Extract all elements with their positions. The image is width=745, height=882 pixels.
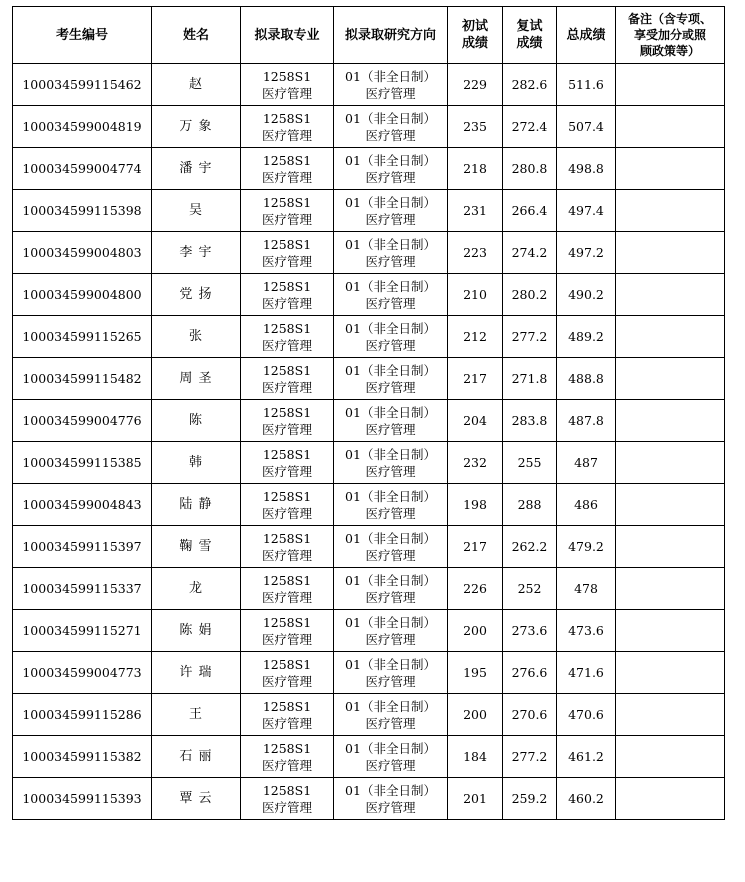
cell-major-code: 1258S1 <box>262 698 312 714</box>
table-row <box>13 442 725 484</box>
cell-candidate-id: 100034599115398 <box>13 190 152 232</box>
cell-note <box>616 610 725 652</box>
cell-prelim-score: 223 <box>448 232 503 274</box>
cell-note <box>616 736 725 778</box>
cell-direction-code: 01（非全日制） <box>345 110 436 126</box>
cell-major-code: 1258S1 <box>262 530 312 546</box>
cell-direction-name: 医疗管理 <box>365 589 416 605</box>
cell-major-code: 1258S1 <box>262 152 312 168</box>
cell-name: 覃 云 <box>152 778 241 820</box>
cell-retest-score: 276.6 <box>503 652 557 694</box>
cell-prelim-score: 229 <box>448 64 503 106</box>
cell-note <box>616 106 725 148</box>
cell-direction-code: 01（非全日制） <box>345 404 436 420</box>
cell-major-code: 1258S1 <box>262 404 312 420</box>
cell-retest-score: 270.6 <box>503 694 557 736</box>
cell-total-score: 473.6 <box>557 610 616 652</box>
cell-major-code: 1258S1 <box>262 614 312 630</box>
cell-direction-code: 01（非全日制） <box>345 614 436 630</box>
header-prelim-line1: 初试 <box>461 19 488 34</box>
cell-name: 赵 <box>152 64 241 106</box>
cell-direction-code: 01（非全日制） <box>345 278 436 294</box>
cell-direction-name: 医疗管理 <box>365 799 416 815</box>
cell-total-score: 497.4 <box>557 190 616 232</box>
cell-prelim-score: 200 <box>448 610 503 652</box>
cell-major <box>241 442 334 484</box>
cell-major <box>241 274 334 316</box>
cell-total-score: 489.2 <box>557 316 616 358</box>
cell-direction-name: 医疗管理 <box>365 463 416 479</box>
cell-note <box>616 190 725 232</box>
cell-retest-score: 252 <box>503 568 557 610</box>
cell-prelim-score: 195 <box>448 652 503 694</box>
cell-direction-code: 01（非全日制） <box>345 740 436 756</box>
cell-direction <box>334 316 448 358</box>
cell-name: 龙 <box>152 568 241 610</box>
table-row <box>13 652 725 694</box>
cell-direction-name: 医疗管理 <box>365 211 416 227</box>
cell-direction-name: 医疗管理 <box>365 421 416 437</box>
cell-direction-code: 01（非全日制） <box>345 446 436 462</box>
cell-major-code: 1258S1 <box>262 656 312 672</box>
cell-prelim-score: 217 <box>448 526 503 568</box>
cell-note <box>616 568 725 610</box>
header-prelim-line2: 成绩 <box>461 36 488 51</box>
cell-name: 潘 宇 <box>152 148 241 190</box>
header-note <box>616 7 725 64</box>
table-row <box>13 610 725 652</box>
cell-direction <box>334 652 448 694</box>
cell-candidate-id: 100034599115393 <box>13 778 152 820</box>
cell-direction-name: 医疗管理 <box>365 715 416 731</box>
cell-direction <box>334 610 448 652</box>
cell-major-name: 医疗管理 <box>261 421 312 437</box>
cell-total-score: 487 <box>557 442 616 484</box>
table-row <box>13 232 725 274</box>
cell-total-score: 497.2 <box>557 232 616 274</box>
cell-name: 鞠 雪 <box>152 526 241 568</box>
cell-direction-name: 医疗管理 <box>365 85 416 101</box>
cell-prelim-score: 198 <box>448 484 503 526</box>
cell-retest-score: 271.8 <box>503 358 557 400</box>
table-row <box>13 148 725 190</box>
cell-major-code: 1258S1 <box>262 446 312 462</box>
cell-note <box>616 526 725 568</box>
cell-major-code: 1258S1 <box>262 740 312 756</box>
cell-direction-name: 医疗管理 <box>365 505 416 521</box>
cell-name: 陆 静 <box>152 484 241 526</box>
cell-name: 吴 <box>152 190 241 232</box>
cell-name: 陈 娟 <box>152 610 241 652</box>
cell-candidate-id: 100034599004819 <box>13 106 152 148</box>
cell-retest-score: 283.8 <box>503 400 557 442</box>
table-body <box>13 64 725 820</box>
cell-direction <box>334 736 448 778</box>
cell-candidate-id: 100034599115482 <box>13 358 152 400</box>
cell-note <box>616 148 725 190</box>
cell-direction-code: 01（非全日制） <box>345 152 436 168</box>
cell-name: 周 圣 <box>152 358 241 400</box>
header-major: 拟录取专业 <box>241 7 334 64</box>
cell-direction-code: 01（非全日制） <box>345 656 436 672</box>
cell-note <box>616 778 725 820</box>
header-row <box>13 7 725 64</box>
cell-total-score: 460.2 <box>557 778 616 820</box>
header-retest-line1: 复试 <box>516 19 543 34</box>
cell-major <box>241 652 334 694</box>
cell-major <box>241 610 334 652</box>
cell-total-score: 507.4 <box>557 106 616 148</box>
cell-direction-code: 01（非全日制） <box>345 236 436 252</box>
cell-direction <box>334 484 448 526</box>
cell-direction-name: 医疗管理 <box>365 295 416 311</box>
cell-major-code: 1258S1 <box>262 278 312 294</box>
cell-total-score: 479.2 <box>557 526 616 568</box>
cell-name: 石 丽 <box>152 736 241 778</box>
cell-candidate-id: 100034599004843 <box>13 484 152 526</box>
cell-major-name: 医疗管理 <box>261 631 312 647</box>
cell-prelim-score: 212 <box>448 316 503 358</box>
cell-note <box>616 652 725 694</box>
cell-direction-code: 01（非全日制） <box>345 572 436 588</box>
cell-retest-score: 273.6 <box>503 610 557 652</box>
cell-major <box>241 148 334 190</box>
cell-candidate-id: 100034599004800 <box>13 274 152 316</box>
cell-major <box>241 106 334 148</box>
header-note-line1: 备注（含专项、 <box>627 12 712 26</box>
cell-major-code: 1258S1 <box>262 68 312 84</box>
cell-direction <box>334 694 448 736</box>
cell-total-score: 498.8 <box>557 148 616 190</box>
cell-candidate-id: 100034599115462 <box>13 64 152 106</box>
cell-major <box>241 400 334 442</box>
cell-name: 王 <box>152 694 241 736</box>
cell-direction-name: 医疗管理 <box>365 253 416 269</box>
cell-direction <box>334 190 448 232</box>
cell-direction-code: 01（非全日制） <box>345 362 436 378</box>
cell-major-name: 医疗管理 <box>261 715 312 731</box>
table-row <box>13 568 725 610</box>
cell-major-code: 1258S1 <box>262 110 312 126</box>
cell-candidate-id: 100034599115265 <box>13 316 152 358</box>
cell-major-code: 1258S1 <box>262 194 312 210</box>
cell-retest-score: 280.8 <box>503 148 557 190</box>
cell-major-name: 医疗管理 <box>261 295 312 311</box>
cell-direction <box>334 358 448 400</box>
cell-note <box>616 316 725 358</box>
cell-total-score: 478 <box>557 568 616 610</box>
cell-total-score: 471.6 <box>557 652 616 694</box>
header-retest-score <box>503 7 557 64</box>
cell-note <box>616 400 725 442</box>
header-note-line2: 享受加分或照 <box>633 28 706 42</box>
cell-major-name: 医疗管理 <box>261 85 312 101</box>
table-row <box>13 316 725 358</box>
cell-direction <box>334 148 448 190</box>
cell-name: 李 宇 <box>152 232 241 274</box>
cell-candidate-id: 100034599115286 <box>13 694 152 736</box>
cell-prelim-score: 226 <box>448 568 503 610</box>
cell-name: 韩 <box>152 442 241 484</box>
cell-retest-score: 282.6 <box>503 64 557 106</box>
cell-major <box>241 568 334 610</box>
cell-direction-name: 医疗管理 <box>365 169 416 185</box>
cell-direction <box>334 400 448 442</box>
cell-direction <box>334 568 448 610</box>
cell-prelim-score: 235 <box>448 106 503 148</box>
table-row <box>13 358 725 400</box>
cell-note <box>616 694 725 736</box>
cell-candidate-id: 100034599115382 <box>13 736 152 778</box>
cell-retest-score: 280.2 <box>503 274 557 316</box>
cell-direction <box>334 64 448 106</box>
header-prelim-score <box>448 7 503 64</box>
cell-major-name: 医疗管理 <box>261 547 312 563</box>
cell-candidate-id: 100034599115271 <box>13 610 152 652</box>
cell-total-score: 486 <box>557 484 616 526</box>
cell-name: 张 <box>152 316 241 358</box>
cell-direction-name: 医疗管理 <box>365 631 416 647</box>
cell-retest-score: 277.2 <box>503 736 557 778</box>
table-row <box>13 190 725 232</box>
cell-name: 党 扬 <box>152 274 241 316</box>
cell-note <box>616 274 725 316</box>
cell-direction-code: 01（非全日制） <box>345 698 436 714</box>
cell-name: 陈 <box>152 400 241 442</box>
cell-total-score: 461.2 <box>557 736 616 778</box>
cell-major-name: 医疗管理 <box>261 673 312 689</box>
cell-major <box>241 526 334 568</box>
cell-retest-score: 259.2 <box>503 778 557 820</box>
cell-retest-score: 266.4 <box>503 190 557 232</box>
table-row <box>13 400 725 442</box>
cell-candidate-id: 100034599004774 <box>13 148 152 190</box>
cell-major <box>241 358 334 400</box>
cell-major-name: 医疗管理 <box>261 211 312 227</box>
cell-prelim-score: 201 <box>448 778 503 820</box>
cell-direction-code: 01（非全日制） <box>345 194 436 210</box>
cell-direction-name: 医疗管理 <box>365 757 416 773</box>
cell-major-name: 医疗管理 <box>261 127 312 143</box>
table-row <box>13 274 725 316</box>
cell-major-code: 1258S1 <box>262 572 312 588</box>
cell-major-name: 医疗管理 <box>261 589 312 605</box>
cell-candidate-id: 100034599004773 <box>13 652 152 694</box>
cell-candidate-id: 100034599115385 <box>13 442 152 484</box>
cell-direction-code: 01（非全日制） <box>345 320 436 336</box>
cell-major-name: 医疗管理 <box>261 253 312 269</box>
cell-note <box>616 442 725 484</box>
table-row <box>13 736 725 778</box>
cell-candidate-id: 100034599004803 <box>13 232 152 274</box>
cell-major <box>241 778 334 820</box>
cell-retest-score: 255 <box>503 442 557 484</box>
cell-major <box>241 694 334 736</box>
header-note-line3: 顾政策等） <box>639 44 700 58</box>
cell-name: 万 象 <box>152 106 241 148</box>
cell-major-code: 1258S1 <box>262 782 312 798</box>
cell-direction <box>334 526 448 568</box>
table-row <box>13 526 725 568</box>
table-row <box>13 484 725 526</box>
table-row <box>13 694 725 736</box>
cell-retest-score: 277.2 <box>503 316 557 358</box>
cell-total-score: 488.8 <box>557 358 616 400</box>
cell-major <box>241 232 334 274</box>
cell-major-code: 1258S1 <box>262 488 312 504</box>
cell-direction-name: 医疗管理 <box>365 673 416 689</box>
cell-retest-score: 272.4 <box>503 106 557 148</box>
cell-major <box>241 484 334 526</box>
cell-major-name: 医疗管理 <box>261 379 312 395</box>
cell-major <box>241 64 334 106</box>
cell-total-score: 487.8 <box>557 400 616 442</box>
header-research-direction: 拟录取研究方向 <box>334 7 448 64</box>
cell-prelim-score: 184 <box>448 736 503 778</box>
cell-prelim-score: 218 <box>448 148 503 190</box>
cell-prelim-score: 210 <box>448 274 503 316</box>
cell-direction <box>334 778 448 820</box>
cell-direction-name: 医疗管理 <box>365 337 416 353</box>
cell-direction <box>334 274 448 316</box>
header-candidate-id: 考生编号 <box>13 7 152 64</box>
cell-total-score: 470.6 <box>557 694 616 736</box>
cell-candidate-id: 100034599004776 <box>13 400 152 442</box>
table-row <box>13 106 725 148</box>
cell-major-code: 1258S1 <box>262 320 312 336</box>
cell-prelim-score: 200 <box>448 694 503 736</box>
cell-prelim-score: 232 <box>448 442 503 484</box>
cell-major <box>241 316 334 358</box>
cell-retest-score: 274.2 <box>503 232 557 274</box>
cell-name: 许 瑞 <box>152 652 241 694</box>
cell-direction <box>334 442 448 484</box>
cell-note <box>616 232 725 274</box>
cell-total-score: 511.6 <box>557 64 616 106</box>
cell-major-code: 1258S1 <box>262 362 312 378</box>
cell-retest-score: 288 <box>503 484 557 526</box>
admission-table <box>12 6 725 820</box>
cell-direction-name: 医疗管理 <box>365 127 416 143</box>
table-row <box>13 778 725 820</box>
cell-prelim-score: 204 <box>448 400 503 442</box>
cell-major-name: 医疗管理 <box>261 169 312 185</box>
cell-note <box>616 358 725 400</box>
header-total-score: 总成绩 <box>557 7 616 64</box>
table-row <box>13 64 725 106</box>
cell-major-code: 1258S1 <box>262 236 312 252</box>
cell-note <box>616 64 725 106</box>
cell-major-name: 医疗管理 <box>261 463 312 479</box>
cell-total-score: 490.2 <box>557 274 616 316</box>
cell-major-name: 医疗管理 <box>261 799 312 815</box>
header-retest-line2: 成绩 <box>516 36 543 51</box>
cell-candidate-id: 100034599115397 <box>13 526 152 568</box>
cell-major-name: 医疗管理 <box>261 757 312 773</box>
cell-retest-score: 262.2 <box>503 526 557 568</box>
header-name: 姓名 <box>152 7 241 64</box>
cell-prelim-score: 231 <box>448 190 503 232</box>
cell-direction-name: 医疗管理 <box>365 547 416 563</box>
cell-direction-code: 01（非全日制） <box>345 530 436 546</box>
cell-direction-code: 01（非全日制） <box>345 488 436 504</box>
cell-direction-code: 01（非全日制） <box>345 68 436 84</box>
cell-direction-code: 01（非全日制） <box>345 782 436 798</box>
cell-prelim-score: 217 <box>448 358 503 400</box>
cell-candidate-id: 100034599115337 <box>13 568 152 610</box>
cell-major <box>241 736 334 778</box>
cell-note <box>616 484 725 526</box>
cell-major-name: 医疗管理 <box>261 337 312 353</box>
cell-direction <box>334 232 448 274</box>
cell-major <box>241 190 334 232</box>
cell-direction <box>334 106 448 148</box>
cell-direction-name: 医疗管理 <box>365 379 416 395</box>
cell-major-name: 医疗管理 <box>261 505 312 521</box>
